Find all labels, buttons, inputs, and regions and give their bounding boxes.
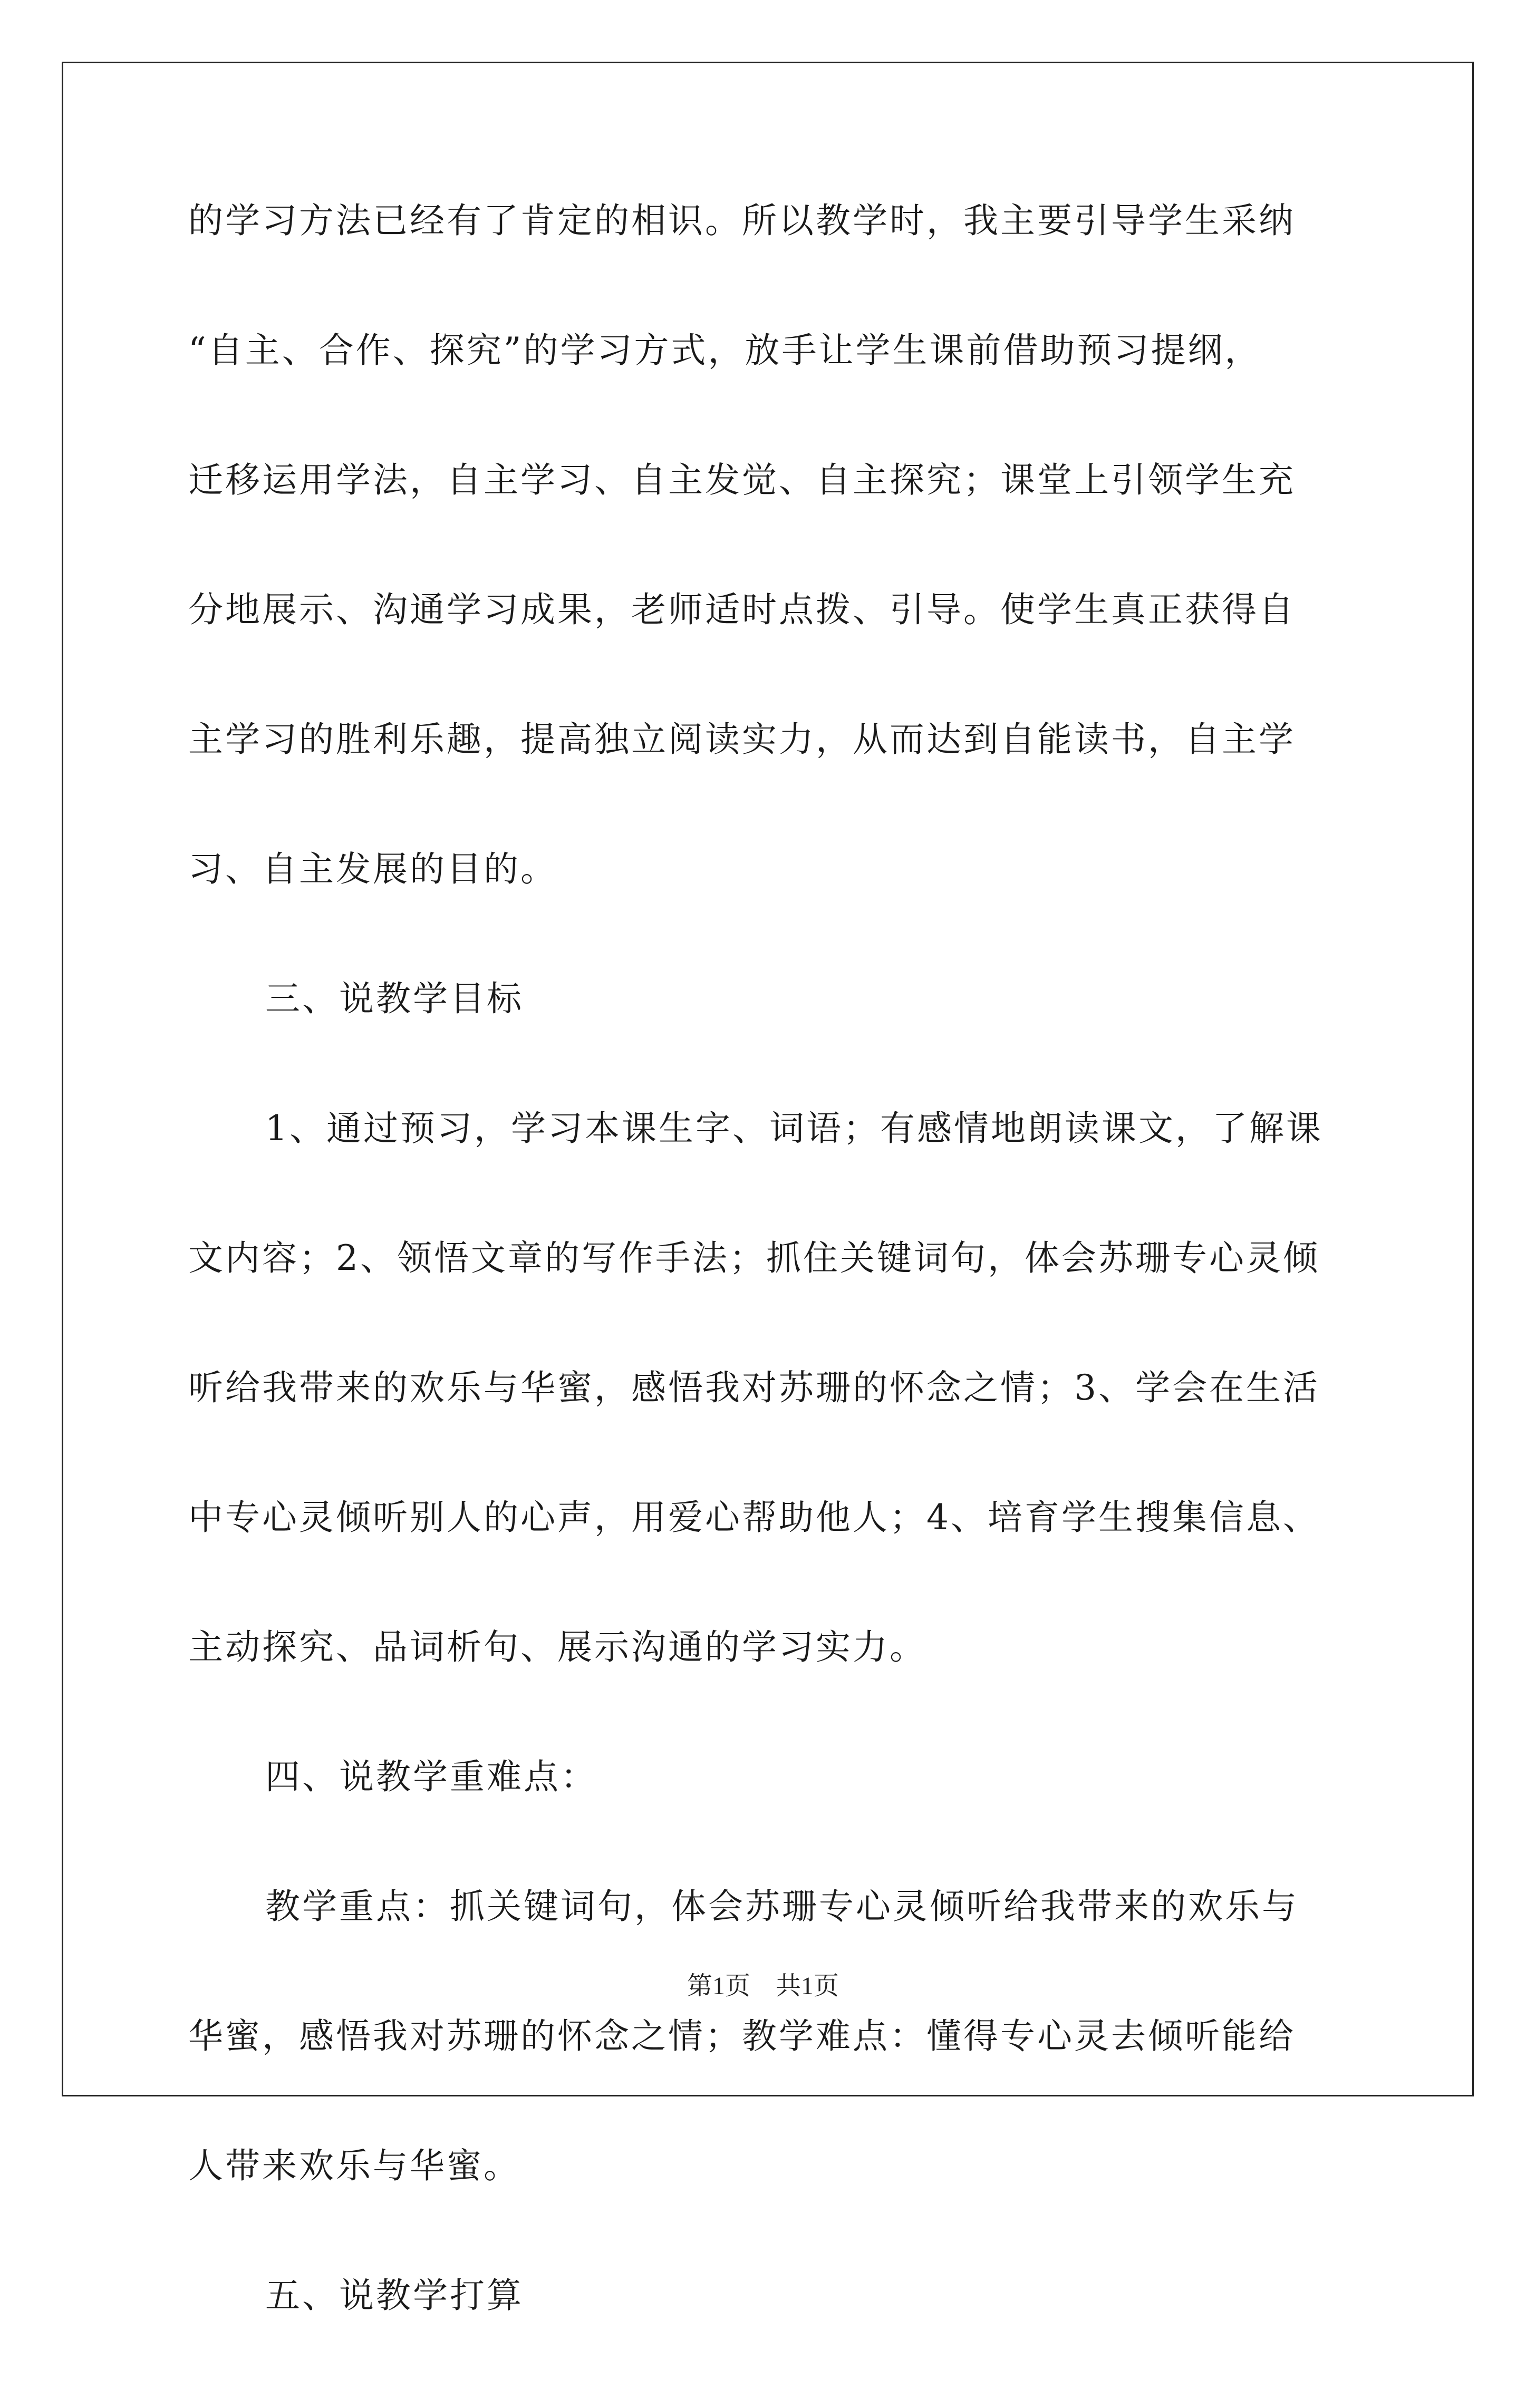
text-line-4: 分地展示、沟通学习成果，老师适时点拨、引导。使学生真正获得自 [188,589,1296,630]
section-heading-objectives: 三、说教学目标 [265,978,524,1019]
text-line-14: 教学重点：抓关键词句，体会苏珊专心灵倾听给我带来的欢乐与 [265,1886,1299,1927]
text-line-6: 习、自主发展的目的。 [188,849,557,889]
text-line-8: 1、通过预习，学习本课生字、词语；有感情地朗读课文，了解课 [265,1108,1323,1149]
text-line-3: 迁移运用学法，自主学习、自主发觉、自主探究；课堂上引领学生充 [188,460,1296,500]
text-line-15: 华蜜，感悟我对苏珊的怀念之情；教学难点：懂得专心灵去倾听能给 [188,2016,1296,2056]
text-line-9: 文内容；2、领悟文章的写作手法；抓住关键词句，体会苏珊专心灵倾 [188,1238,1320,1278]
page-number: 第1页 [687,1972,750,2000]
page-total: 共1页 [776,1972,839,2000]
text-line-11: 中专心灵倾听别人的心声，用爱心帮助他人；4、培育学生搜集信息、 [188,1497,1320,1538]
section-heading-plan: 五、说教学打算 [265,2275,524,2316]
text-line-2: “自主、合作、探究”的学习方式，放手让学生课前借助预习提纲， [188,330,1262,371]
text-line-16: 人带来欢乐与华蜜。 [188,2145,520,2186]
document-body [188,200,1375,2408]
text-line-10: 听给我带来的欢乐与华蜜，感悟我对苏珊的怀念之情；3、学会在生活 [188,1367,1320,1408]
text-line-5: 主学习的胜利乐趣，提高独立阅读实力，从而达到自能读书，自主学 [188,719,1296,760]
page-footer [0,1965,1526,2002]
section-heading-key-points: 四、说教学重难点： [265,1756,597,1797]
text-line-1: 的学习方法已经有了肯定的相识。所以教学时，我主要引导学生采纳 [188,200,1296,241]
text-line-12: 主动探究、品词析句、展示沟通的学习实力。 [188,1627,926,1667]
